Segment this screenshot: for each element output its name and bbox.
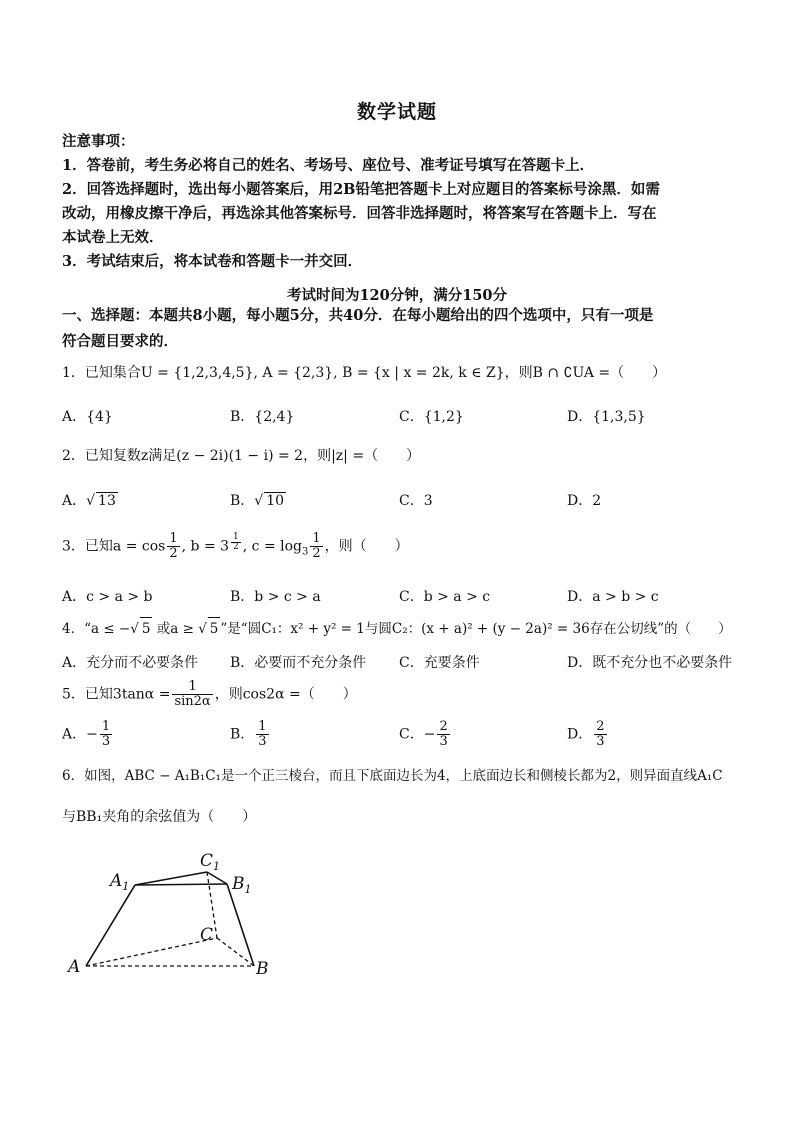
question-3-stem: [62, 532, 742, 563]
q5-b-label: B．: [230, 726, 255, 743]
notice-item-2b: 改动，用橡皮擦干净后，再选涂其他答案标号．回答非选择题时，将答案写在答题卡上．写在: [62, 205, 657, 222]
q1-option-a: A．{4}: [62, 409, 113, 425]
q2-option-b: B．√ 10: [230, 493, 285, 509]
label-a: A: [68, 957, 81, 977]
q4-option-d: D．既不充分也不必要条件: [567, 655, 733, 671]
q2-option-b-label: B．: [230, 493, 255, 509]
question-5-stem: [62, 680, 742, 709]
q5-c-den: 3: [439, 734, 448, 749]
notice-item-2a: 2．回答选择题时，选出每小题答案后，用2B铅笔把答题卡上对应题目的答案标号涂黑．如需: [62, 181, 660, 198]
q4-root-2: 5: [208, 617, 221, 640]
q5-a-label: A．−: [62, 726, 98, 743]
q5-option-d: [567, 720, 609, 749]
label-b1: $B_1$: [232, 874, 252, 896]
q5-num: 1: [172, 680, 212, 695]
q3-post: ，则（ ）: [324, 538, 409, 555]
q4-option-b: B．必要而不充分条件: [230, 655, 367, 671]
section-line-1: 一、选择题：本题共8小题，每小题5分，共40分．在每小题给出的四个选项中，只有一项是: [62, 307, 654, 324]
label-c: C: [200, 925, 214, 945]
q5-option-b: [230, 720, 271, 749]
q5-c-label: C．−: [399, 726, 436, 743]
q3-pre: 3．已知a = cos: [62, 538, 166, 555]
q4-or: 或a ≥: [152, 621, 199, 637]
q3-log-base: 3: [302, 546, 309, 558]
q5-option-c: [399, 720, 452, 749]
q2-option-b-value: 10: [266, 493, 285, 509]
question-6-line-1: 6．如图，ABC − A₁B₁C₁是一个正三棱台，而且下底面边长为4，上底面边长和侧棱长都为2，则异面直线A₁C: [62, 768, 723, 784]
q4-post: ”是“圆C₁：x² + y² = 1与圆C₂：(x + a)² + (y − 2a)² = 36存在公切线”的（ ）: [220, 621, 732, 637]
q3-frac1-num: 1: [169, 531, 178, 547]
q3-option-d: D．a > b > c: [567, 589, 659, 605]
q4-pre: 4．“a ≤ −: [62, 621, 131, 637]
edge-a1-c1: [135, 872, 207, 885]
q3-fraction-2: [310, 532, 322, 561]
q5-a-den: 3: [101, 734, 111, 749]
exam-info: 考试时间为120分钟，满分150分: [286, 287, 508, 304]
notice-item-3: 3．考试结束后，将本试卷和答题卡一并交回．: [62, 253, 363, 270]
question-6-line-2: 与BB₁夹角的余弦值为（ ）: [62, 809, 257, 825]
q1-option-d: D．{1,3,5}: [567, 409, 646, 425]
page-title: 数学试题: [356, 101, 437, 123]
q5-den: sin2α: [174, 694, 211, 709]
q5-b-num: 1: [258, 719, 267, 734]
q3-exponent: [229, 532, 243, 552]
q3-frac2-den: 2: [312, 546, 321, 562]
q3-fraction-1: [167, 532, 179, 561]
q1-option-b: B．{2,4}: [230, 409, 295, 425]
q5-post: ，则cos2α =（ ）: [214, 686, 357, 703]
q5-d-den: 3: [596, 734, 605, 749]
notice-block: [62, 130, 734, 274]
q4-root-1: 5: [140, 617, 153, 640]
question-2-stem: 2．已知复数z满足(z − 2i)(1 − i) = 2，则|z| =（ ）: [62, 448, 421, 464]
notice-item-1: 1．答卷前，考生务必将自己的姓名、考场号、座位号、准考证号填写在答题卡上．: [62, 157, 595, 174]
q3-exp-num: 1: [233, 532, 239, 542]
label-b: B: [256, 959, 269, 979]
q3-frac1-den: 2: [169, 546, 178, 562]
edge-c-b: [217, 938, 254, 966]
section-line-2: 符合题目要求的．: [62, 333, 178, 350]
q5-c-num: 2: [439, 719, 448, 734]
q2-option-a-value: 13: [98, 493, 116, 509]
q2-option-d: D．2: [567, 493, 602, 509]
notice-heading: 注意事项：: [62, 133, 135, 150]
edge-a-a1: [86, 885, 135, 966]
q5-d-label: D．: [567, 726, 593, 743]
label-a1: $A_1$: [110, 871, 130, 893]
frustum-figure: [62, 842, 292, 982]
edge-c1-b1: [207, 872, 227, 884]
section-heading: [62, 303, 734, 355]
notice-item-2c: 本试卷上无效．: [62, 229, 164, 246]
q5-fraction: [172, 680, 212, 709]
edge-a-c: [86, 938, 217, 966]
q2-option-a-label: A．: [62, 493, 87, 509]
q5-option-a: [62, 720, 114, 749]
q2-option-c: C．3: [399, 493, 433, 509]
q5-d-num: 2: [596, 719, 605, 734]
edge-b1-b: [227, 884, 254, 966]
q3-option-c: C．b > a > c: [399, 589, 491, 605]
q3-option-b: B．b > c > a: [230, 589, 321, 605]
q5-a-num: 1: [101, 719, 111, 734]
label-c1: $C_1$: [200, 851, 221, 873]
q3-mid1: , b = 3: [181, 538, 230, 555]
q4-option-a: A．充分而不必要条件: [62, 655, 199, 671]
q1-option-c: C．{1,2}: [399, 409, 464, 425]
q3-mid2: , c = log: [242, 538, 303, 555]
q4-option-c: C．充要条件: [399, 655, 480, 671]
question-1-stem: 1．已知集合U = {1,2,3,4,5}, A = {2,3}, B = {x | x = 2k, k ∈ Z}，则B ∩ ∁UA =（ ）: [62, 365, 667, 381]
q3-exp-den: 2: [233, 542, 239, 552]
q3-option-a: A．c > a > b: [62, 589, 153, 605]
q3-frac2-num: 1: [312, 531, 321, 547]
question-4-stem: 4．“a ≤ −√ 5 或a ≥ √ 5 ”是“圆C₁：x² + y² = 1与圆C₂：(x + a)² + (y − 2a)² = 36存在公切线”的（ ）: [62, 617, 742, 640]
q5-pre: 5．已知3tanα =: [62, 686, 171, 703]
q5-b-den: 3: [258, 734, 267, 749]
q2-option-a: A．√ 13: [62, 493, 116, 509]
edge-a1-b1: [135, 884, 227, 885]
